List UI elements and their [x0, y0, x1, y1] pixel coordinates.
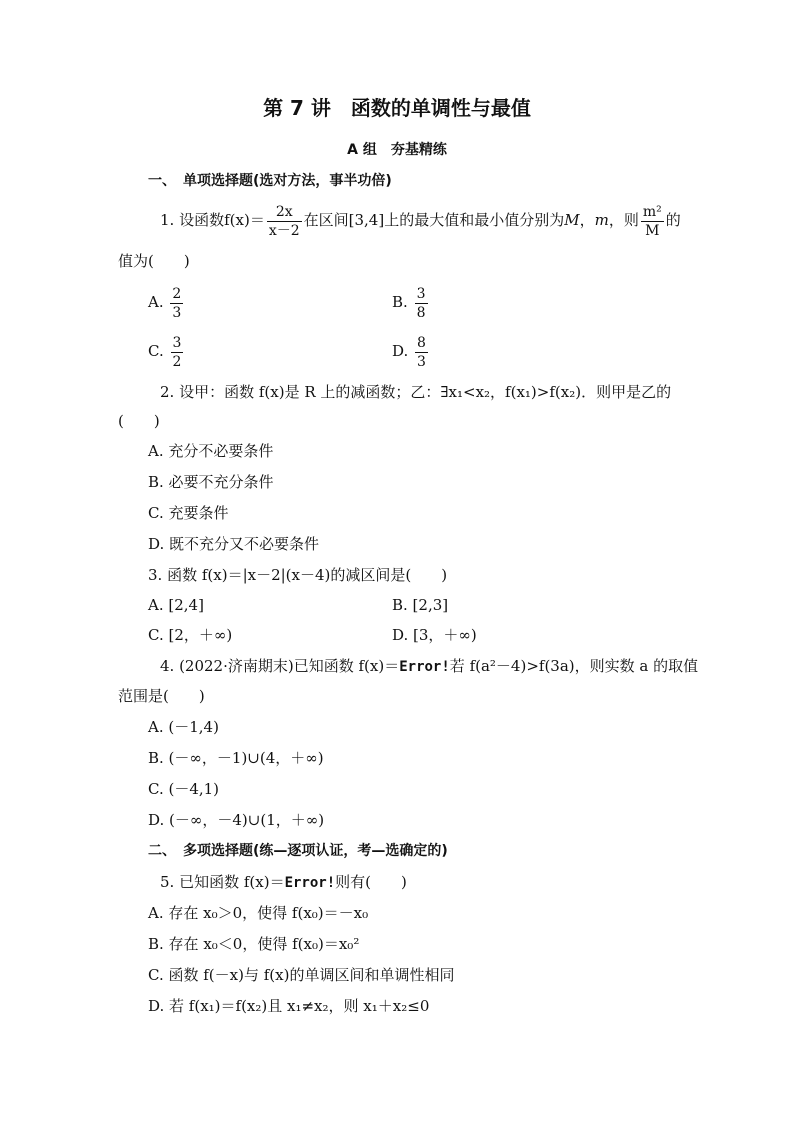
question-4-line-2: 范围是( ): [118, 687, 205, 705]
q4-option-c: C. (－4,1): [148, 780, 220, 798]
q3-option-c: C. [2，＋∞): [148, 626, 233, 644]
q1-option-b: B. $\frac{3}{8}$: [392, 285, 426, 321]
question-5: 5. 已知函数 f(x)＝Error!则有( ): [160, 873, 407, 891]
q2-option-d: D. 既不充分又不必要条件: [148, 535, 320, 553]
error-placeholder: Error!: [399, 659, 450, 675]
question-2: 2. 设甲：函数 f(x)是 R 上的减函数；乙：∃x₁<x₂，f(x₁)>f(x₂)．则甲是乙的: [160, 383, 672, 401]
q4-option-a: A. (－1,4): [148, 718, 219, 736]
fraction-m2-over-M: $\frac{\text{m²}}{M}$: [642, 203, 662, 239]
question-1-line-2: 值为( ): [118, 252, 190, 270]
q3-option-d: D. [3，＋∞): [392, 626, 477, 644]
q5-option-b: B. 存在 x₀＜0，使得 f(x₀)＝x₀²: [148, 935, 360, 953]
page-subtitle: A 组 夯基精练: [347, 142, 447, 158]
question-2-line-2: ( ): [118, 412, 160, 430]
q4-option-b: B. (－∞，－1)∪(4，＋∞): [148, 749, 324, 767]
q4-option-d: D. (－∞，－4)∪(1，＋∞): [148, 811, 325, 829]
question-1: 1. 设函数f(x)＝ $\frac{2x}{x-2}$ 在区间[3,4]上的最大值和最小值分别为M，m，则 $\frac{\text{m²}}{M}$ 的: [160, 203, 681, 239]
question-4: 4. (2022·济南期末)已知函数 f(x)＝Error!若 f(a²－4)>f(3a)，则实数 a 的取值: [160, 657, 699, 675]
section-multiple-choice: 二、 多项选择题(练—逐项认证，考—选确定的): [148, 843, 448, 859]
q5-option-a: A. 存在 x₀＞0，使得 f(x₀)＝－x₀: [148, 904, 369, 922]
q5-option-d: D. 若 f(x₁)＝f(x₂)且 x₁≠x₂，则 x₁＋x₂≤0: [148, 997, 430, 1015]
q2-option-b: B. 必要不充分条件: [148, 473, 274, 491]
q1-option-a: A. $\frac{2}{3}$: [148, 285, 182, 321]
q1-option-c: C. $\frac{3}{2}$: [148, 334, 182, 370]
q3-option-a: A. [2,4]: [148, 596, 204, 614]
question-3: 3. 函数 f(x)＝|x－2|(x－4)的减区间是( ): [148, 566, 448, 584]
q3-option-b: B. [2,3]: [392, 596, 449, 614]
page-title: 第 7 讲 函数的单调性与最值: [263, 96, 531, 120]
q5-option-c: C. 函数 f(－x)与 f(x)的单调区间和单调性相同: [148, 966, 455, 984]
fraction-2x-over-x-minus-2: $\frac{2x}{x-2}$: [268, 203, 300, 239]
section-single-choice: 一、 单项选择题(选对方法，事半功倍): [148, 173, 392, 189]
q1-option-d: D. $\frac{8}{3}$: [392, 334, 426, 370]
q2-option-a: A. 充分不必要条件: [148, 442, 274, 460]
q2-option-c: C. 充要条件: [148, 504, 229, 522]
error-placeholder: Error!: [284, 875, 336, 891]
